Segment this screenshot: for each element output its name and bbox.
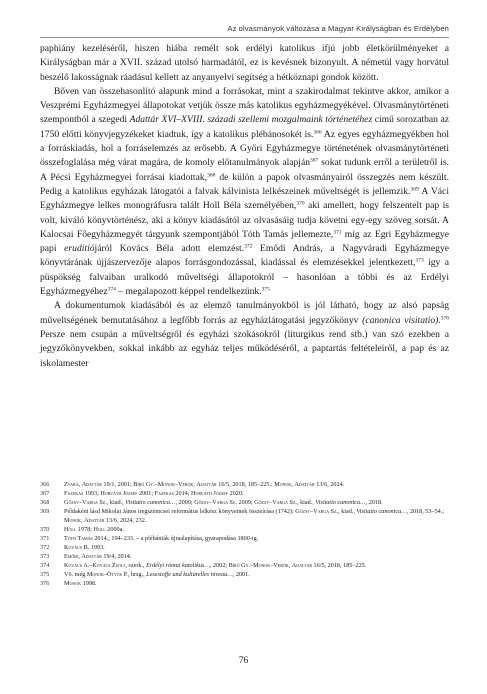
text-run: című sorozatban az 1750 előtti könyvjegyzékeket kiadtuk, így a katolikus plébánosokét is. bbox=[40, 114, 450, 140]
text-run: , szerk., bbox=[125, 562, 147, 569]
footnote-text bbox=[64, 507, 449, 525]
running-head: Az olvasmányok változása a Magyar Királyságban és Erdélyben bbox=[227, 24, 449, 33]
footnote bbox=[40, 480, 449, 489]
footnote bbox=[40, 579, 449, 588]
footnote-reference: 374 bbox=[107, 286, 116, 293]
footnote-number: 366 bbox=[40, 481, 50, 488]
footnote-reference: 368 bbox=[207, 172, 216, 179]
header-rule bbox=[40, 37, 449, 38]
text-run: így a püspökség falvaiban uralkodó műveltségi állapotokról – hasonlóan a többi és az Erdélyi Egyházmegyéhez bbox=[40, 257, 449, 298]
text-run: 13/6, 2024, 232. bbox=[104, 517, 147, 524]
footnote bbox=[40, 570, 449, 579]
footnote bbox=[40, 561, 449, 570]
text-run: 2000a. bbox=[105, 526, 124, 533]
italic-text: Erdélyi római katolikus… bbox=[146, 562, 210, 569]
italic-text: eruditió bbox=[64, 243, 95, 255]
footnote-number: 372 bbox=[40, 544, 50, 551]
body-paragraph bbox=[40, 42, 449, 85]
text-run: Adattár bbox=[81, 553, 102, 560]
italic-text: Adattár XVI–XVIII. századi szellemi mozgalmaink történetéhez bbox=[129, 114, 373, 126]
footnote bbox=[40, 498, 449, 507]
footnote-text bbox=[64, 543, 449, 552]
footnote-text bbox=[64, 480, 449, 489]
text-run: 19/1, 2001; bbox=[101, 481, 134, 488]
footnote-text bbox=[64, 534, 449, 543]
body-paragraph bbox=[40, 85, 449, 299]
text-run: , bbox=[193, 481, 197, 488]
footnote-number: 375 bbox=[40, 571, 50, 578]
text-run: Horváth József bbox=[100, 490, 138, 497]
text-run: Bőven van összehasonlító alapunk mind a forrásokat, mint a szakirodalmat tekintve akkor, amikor a Veszprémi Egyházmegyei állapotokat vetjük össze más katolikus egyházmegyékével. Olvasmánytörténeti szempontból a szegedi bbox=[40, 85, 449, 126]
footnote-number: 376 bbox=[40, 580, 50, 587]
text-run: de külön a papok olvasmányairól összegzés nem készült. Pedig a katolikus egyházak látogatói a falvak kálvinista lelkészeinek műveltségét is jellemzik. bbox=[40, 171, 449, 197]
text-run: – megalapozott képpel rendelkezünk. bbox=[115, 286, 262, 298]
footnote bbox=[40, 543, 449, 552]
text-run: Adattár bbox=[81, 481, 102, 488]
text-run: 2009; bbox=[236, 499, 255, 506]
text-run: , bbox=[288, 562, 292, 569]
text-run: míg az Egri Egyházmegye papi bbox=[40, 228, 449, 255]
text-run: Gőzsy–Varga Sz. bbox=[254, 499, 297, 506]
footnotes bbox=[40, 480, 449, 588]
text-run: 2020. bbox=[228, 490, 244, 497]
footnote-reference: 372 bbox=[244, 243, 253, 250]
text-run: Példaként lásd Mikolai János iregszemcsei református lelkész könyveinek összeírása (1742): bbox=[64, 508, 296, 515]
text-run: , 2001. bbox=[232, 571, 250, 578]
text-run: , bbox=[81, 517, 85, 524]
footnote-reference: 370 bbox=[296, 200, 305, 207]
text-run: 19/4, 2014. bbox=[101, 553, 132, 560]
text-run: Holl bbox=[93, 526, 106, 533]
text-run: járól Kovács Béla adott elemzést. bbox=[94, 243, 245, 255]
text-run: Zvara bbox=[64, 481, 79, 488]
footnote-text bbox=[64, 498, 449, 507]
main-text bbox=[40, 42, 449, 492]
footnote-number: 368 bbox=[40, 499, 50, 506]
text-run: , kiad., bbox=[106, 499, 126, 506]
body-paragraph bbox=[40, 299, 449, 370]
text-run: 2001; bbox=[137, 490, 155, 497]
text-run: , bbox=[291, 481, 295, 488]
text-run: Tóth Tamás bbox=[64, 535, 93, 542]
text-run: , 2009; bbox=[175, 499, 195, 506]
text-run: aki amellett, hogy felszentelt pap is volt, kiváló könyvtörténész, aki a könyv kiadásától az olvasásáig tudja követni egy-egy szöveg sorsát. A Kalocsai Főegyházmegyét tárgyunk szempontjából Tóth Tamás jellemezte, bbox=[40, 200, 449, 240]
text-run: Persze nem csupán a műveltségről és egyházi szokásokról (liturgikus rend stb.) van szó ezekben a jegyzőkönyvekben, sokkal inkább az egyház teljes működéséről, a paptartás feltételeiről, a pap és az iskolamester bbox=[40, 328, 449, 369]
text-run: Fazekas bbox=[154, 490, 174, 497]
text-run: A Váci Egyházmegye lelkes monográfusra talált Holl Béla személyében, bbox=[40, 185, 449, 212]
italic-text: (canonica visitatio) bbox=[362, 314, 439, 326]
text-run: , hrsg., bbox=[127, 571, 147, 578]
italic-text: Visitatio canonica… bbox=[356, 508, 407, 515]
footnote-reference: 371 bbox=[333, 229, 342, 236]
text-run: , kiad., bbox=[296, 499, 316, 506]
text-run: Adattár bbox=[291, 562, 312, 569]
footnote bbox=[40, 507, 449, 525]
text-run: 1993. bbox=[89, 544, 105, 551]
text-run: paphiány kezeléséről, hiszen hiába remélt sok erdélyi katolikus ifjú jobb életkörülményeket a Királyságban már a XVII. század utolsó harmadától, ez is kevésnek bizonyult. A németül vagy horvátul beszélő lakosságnak ráadásul kellett az anyanyelvi segítség a hétköznapi gondok között. bbox=[40, 43, 449, 83]
footnote-text bbox=[64, 579, 449, 588]
text-run: Monok bbox=[274, 481, 292, 488]
text-run: Gőzsy–Varga Sz. bbox=[194, 499, 237, 506]
text-run: Holl bbox=[64, 526, 77, 533]
text-run: Gőzsy–Varga Sz. bbox=[295, 508, 339, 515]
footnote-text bbox=[64, 525, 449, 534]
footnote bbox=[40, 525, 449, 534]
footnote-number: 370 bbox=[40, 526, 50, 533]
text-run: Vö. még bbox=[64, 571, 87, 578]
footnote-reference: 375 bbox=[261, 286, 270, 293]
text-run: Monok–Ötvös P. bbox=[86, 571, 128, 578]
text-run: Kovács B. bbox=[64, 544, 90, 551]
text-run: 1978; bbox=[76, 526, 94, 533]
text-run: Kovács A.–Kovács Zsolt bbox=[64, 562, 126, 569]
footnote-text bbox=[64, 489, 449, 498]
text-run: Emődi bbox=[64, 553, 79, 560]
text-run: . bbox=[438, 314, 441, 326]
text-run: 1998. bbox=[81, 580, 97, 587]
footnote-text bbox=[64, 570, 449, 579]
footnote-reference: 376 bbox=[440, 315, 449, 322]
text-run: A dokumentumok kiadásából és az elemző tanulmányokból is jól látható, hogy az alsó papság műveltségének bemutatásához a legfőbb forrás az egyházlátogatási jegyzőkönyv bbox=[40, 300, 449, 326]
text-run: , 2018, 53–54.; bbox=[406, 508, 445, 515]
text-run: Adattár bbox=[84, 517, 105, 524]
text-run: , kiad., bbox=[338, 508, 357, 515]
footnote-reference: 369 bbox=[410, 186, 419, 193]
footnote-number: 367 bbox=[40, 490, 50, 497]
footnote-reference: 367 bbox=[310, 157, 319, 164]
text-run: sokat tudunk erről a területről is. A Pécsi Egyházmegyei forrásai kiadottak, bbox=[40, 157, 449, 183]
text-run: , bbox=[78, 481, 82, 488]
text-run: 2014; bbox=[173, 490, 192, 497]
text-run: Monok bbox=[64, 517, 82, 524]
text-run: Emődi András, a Nagyváradi Egyházmegye könyvtárának újjászervezője alapos forrásgondozással, kiadással és elemzésekkel jelentkezett, bbox=[40, 243, 450, 269]
text-run: , bbox=[78, 553, 82, 560]
text-run: Horváth József bbox=[191, 490, 229, 497]
footnote-number: 373 bbox=[40, 553, 50, 560]
italic-text: Visitatio canonica… bbox=[125, 499, 176, 506]
text-run: Bíró Gy.–Monok–Verók bbox=[228, 562, 289, 569]
footnote-text bbox=[64, 561, 449, 570]
text-run: Fazekas bbox=[64, 490, 84, 497]
text-run: 16/5, 2018, 185–225.; bbox=[216, 481, 275, 488]
text-run: Bíró Gy.–Monok–Verók bbox=[133, 481, 194, 488]
text-run: , 2002; bbox=[209, 562, 229, 569]
page-number: 76 bbox=[238, 656, 249, 666]
italic-text: Lesestoffe und kulturelles niveau… bbox=[146, 571, 233, 578]
text-run: 2014., 194–233. – a plébániák újraalapítása, gyarapodása 1800-ig. bbox=[92, 535, 259, 542]
footnote-number: 371 bbox=[40, 535, 50, 542]
text-run: 13/6, 2024. bbox=[314, 481, 345, 488]
footnote bbox=[40, 552, 449, 561]
footnote bbox=[40, 489, 449, 498]
text-run: Monok bbox=[64, 580, 82, 587]
text-run: Adattár bbox=[196, 481, 217, 488]
text-run: Az egyes egyházmegyékben hol a forráskiadás, hol a forráselemzés az erősebb. A Győri Egyházmegye történetének olvasmánytörténeti összefoglalása még várat magára, de komoly előtanulmányok alapján bbox=[40, 128, 449, 169]
text-run: Gőzsy–Varga Sz. bbox=[64, 499, 107, 506]
text-run: 16/5, 2018, 185–225. bbox=[312, 562, 367, 569]
text-run: Adattár bbox=[294, 481, 315, 488]
italic-text: Visitatio canonica… bbox=[315, 499, 366, 506]
footnote bbox=[40, 534, 449, 543]
footnote-reference: 373 bbox=[415, 257, 424, 264]
footnote-number: 369 bbox=[40, 508, 50, 515]
text-run: 1993; bbox=[83, 490, 101, 497]
text-run: , 2018. bbox=[365, 499, 383, 506]
footnote-number: 374 bbox=[40, 562, 50, 569]
footnote-text bbox=[64, 552, 449, 561]
footnote-reference: 366 bbox=[313, 129, 322, 136]
